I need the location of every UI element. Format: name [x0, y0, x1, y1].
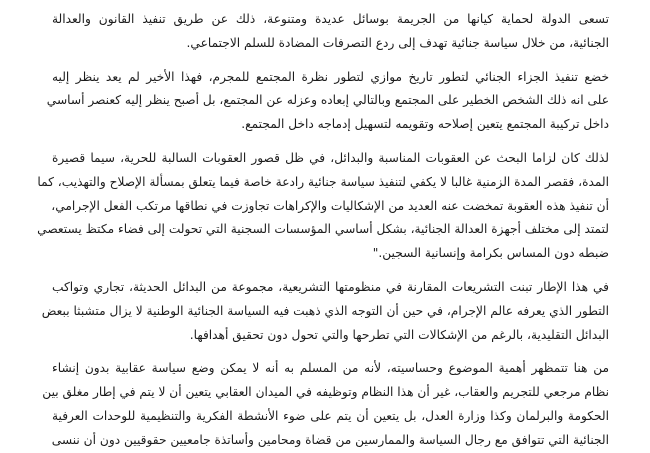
text-line: لذلك كان لزاما البحث عن العقوبات المناسبة والبدائل، في ظل قصور العقوبات السالبة للحرية، سيما قصيرة [52, 150, 609, 165]
text-line: من هنا تتمظهر أهمية الموضوع وحساسيته، لأنه من المسلم به أنه لا يمكن وضع سياسة عقابية بدون إنشاء [52, 361, 609, 376]
paragraph-5 [42, 357, 609, 452]
paragraph-2 [46, 66, 609, 137]
text-line: البدائل التقليدية، بالرغم من الإشكالات التي تطرحها والتي تحول دون تحقيق أهدافها. [189, 327, 609, 342]
document-body [37, 0, 609, 453]
text-line: نظام مرجعي للتجريم والعقاب، غير أن هذا النظام وتوظيفه في الميدان العقابي يتعين أن لا يتم في إطار مغلق بين [42, 385, 609, 400]
text-line: ضبطه دون المساس بكرامة وإنسانية السجين." [372, 246, 609, 261]
text-line: الجنائية التي تتوافق مع رجال السياسة والممارسين من قضاة ومحامين وأساتذة جامعيين حقوقيين دون أن ننسى [51, 432, 609, 447]
text-line: داخل تركيبة المجتمع يتعين إصلاحه وتقويمه لتسهيل إدماجه داخل المجتمع. [241, 117, 609, 132]
paragraph-1 [52, 8, 609, 56]
text-line: على انه ذلك الشخص الخطير على المجتمع وبالتالي إبعاده وعزله عن المجتمع، بل أصبح ينظر إليه كعنصر أساسي [46, 93, 609, 108]
text-line: خضع تنفيذ الجزاء الجنائي لتطور تاريخ موازي لتطور نظرة المجتمع للمجرم، فهذا الأخير لم يعد ينظر إليه [52, 69, 609, 84]
text-line: الحكومة والبرلمان وكذا وزارة العدل، بل يتعين أن يتم على ضوء الأنشطة الفكرية والتنظيمية للوحدات العرفية [52, 408, 609, 423]
paragraph-3 [37, 147, 609, 266]
text-line: المدة، فقصر المدة الزمنية غالبا لا يكفي لتنفيذ سياسة جنائية رادعة خاصة فيما يتعلق بمسألة الإصلاح والتهذيب، كما [37, 174, 609, 189]
text-line: في هذا الإطار تبنت التشريعات المقارنة في منظومتها التشريعية، مجموعة من البدائل الحديثة، تجاري وتواكب [52, 279, 609, 294]
text-line: الجنائية، من خلال سياسة جنائية تهدف إلى ردع التصرفات المضادة للسلم الاجتماعي. [186, 35, 609, 50]
text-line: لتمتد إلى مختلف أجهزة العدالة الجنائية، بشكل أساسي المؤسسات السجنية التي تحولت إلى فضاء مكتظ يستعصي [37, 222, 609, 237]
text-line: تسعى الدولة لحماية كيانها من الجريمة بوسائل عديدة ومتنوعة، ذلك عن طريق تنفيذ القانون والعدالة [52, 12, 609, 26]
paragraph-4 [41, 276, 609, 347]
text-line: أن تنفيذ هذه العقوبة تمخضت عنه العديد من الإشكاليات والإكراهات تجاوزت في نطاقها مرتكب الفعل الإجرامي، [51, 198, 609, 213]
text-line: التطور الذي يعرفه عالم الإجرام، في حين أن التوجه الذي ذهبت فيه السياسة الجنائية الوطنية لا يزال متشبثا ببعض [41, 303, 609, 318]
